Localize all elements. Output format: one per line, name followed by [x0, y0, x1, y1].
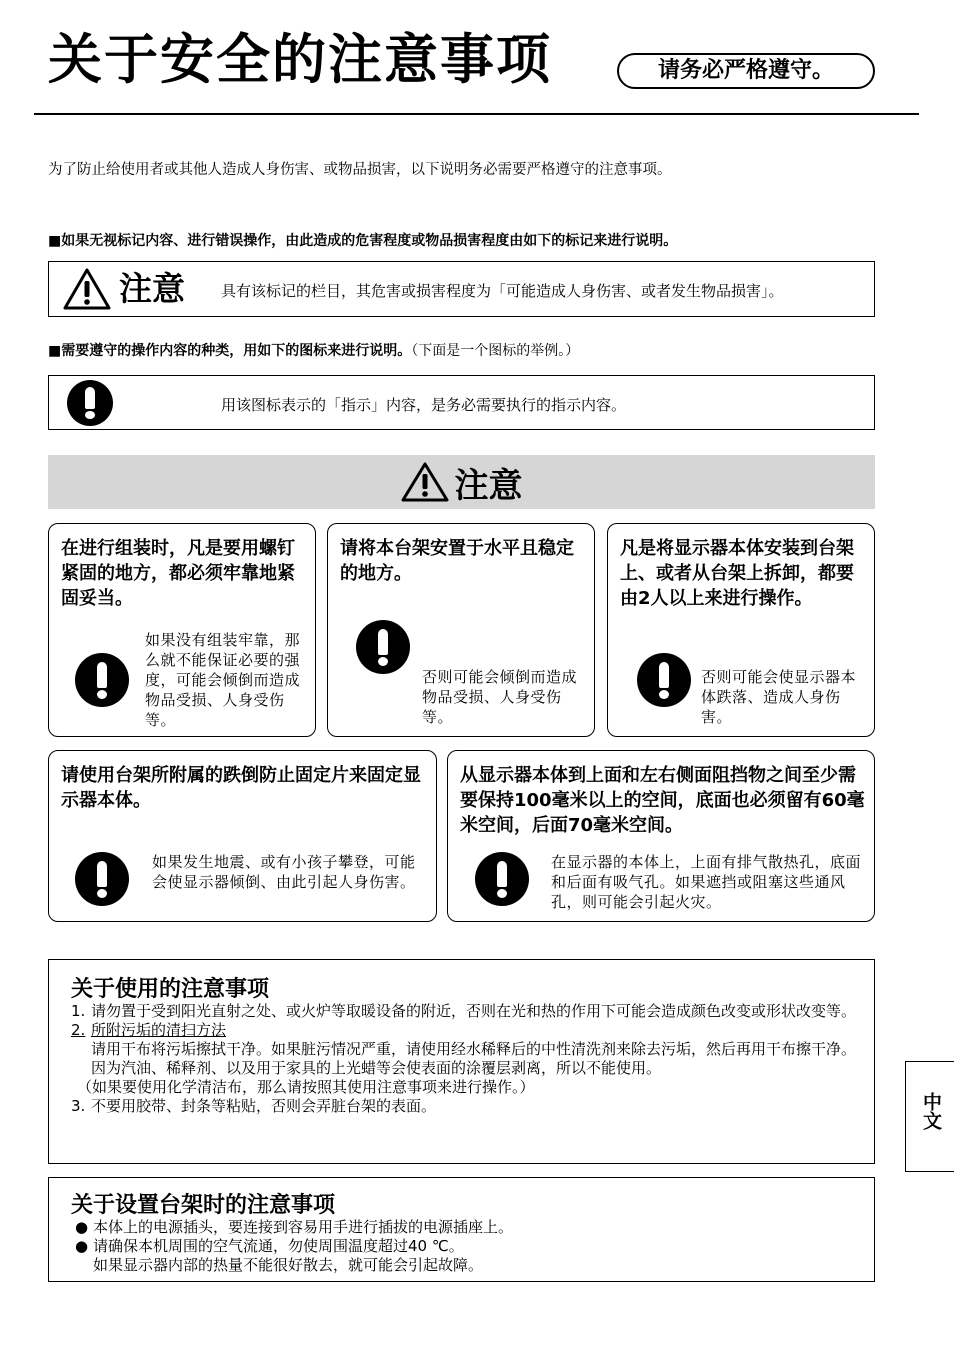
usage-notes-box: [48, 959, 875, 1164]
item-text: （如果要使用化学清洁布，那么请按照其使用注意事项来进行操作。）: [77, 1078, 535, 1096]
caution-banner-label: 注意: [454, 465, 523, 506]
item-text: 请用干布将污垢擦拭干净。如果脏污情况严重，请使用经水稀释后的中性清洗剂来除去污垢，然后再用干布擦干净。: [91, 1040, 857, 1058]
item-text: 请确保本机周围的空气流通，勿使周围温度超过40 ℃。: [93, 1237, 464, 1255]
instruction-mark-icon: [637, 653, 691, 707]
caution-card: [447, 750, 875, 922]
warning-triangle-icon: [401, 461, 449, 503]
legend-heading-1: ■如果无视标记内容、进行错误操作，由此造成的危害程度或物品损害程度由如下的标记来进行说明。: [48, 233, 678, 249]
page-title: 关于安全的注意事项: [48, 28, 552, 91]
instruction-description: 用该图标表示的「指示」内容，是务必需要执行的指示内容。: [221, 396, 627, 414]
install-notes-title: 关于设置台架时的注意事项: [71, 1193, 336, 1218]
item-number: 2.: [71, 1021, 86, 1039]
list-item: [75, 1237, 865, 1256]
legend-heading-2-text: ■需要遵守的操作内容的种类，用如下的图标来进行说明。: [48, 343, 412, 359]
card-title: 从显示器本体到上面和左右侧面阻挡物之间至少需要保持100毫米以上的空间，底面也必须留有60毫米空间，后面70毫米空间。: [460, 765, 865, 836]
caution-card: [607, 523, 875, 737]
instruction-mark-icon: [75, 653, 129, 707]
instruction-mark-icon: [356, 620, 410, 674]
card-body: 否则可能会倾倒而造成物品受损、人身受伤等。: [422, 668, 578, 726]
must-follow-badge: 请务必严格遵守。: [617, 53, 875, 89]
item-text: 本体上的电源插头，要连接到容易用手进行插拔的电源插座上。: [93, 1218, 514, 1236]
warning-triangle-icon: [63, 267, 111, 311]
item-text: 如果显示器内部的热量不能很好散去，就可能会引起故障。: [93, 1256, 484, 1274]
item-number: 3.: [71, 1097, 86, 1115]
caution-description: 具有该标记的栏目，其危害或损害程度为「可能造成人身伤害、或者发生物品损害」。: [221, 282, 784, 300]
item-text: 不要用胶带、封条等粘贴，否则会弄脏台架的表面。: [91, 1097, 437, 1115]
language-tab-label: 中文: [920, 1092, 942, 1130]
item-text: 请勿置于受到阳光直射之处、或火炉等取暖设备的附近，否则在光和热的作用下可能会造成颜色改变或形状改变等。: [91, 1002, 857, 1020]
caution-card: [48, 523, 316, 737]
item-title: 所附污垢的清扫方法: [91, 1021, 227, 1039]
install-notes-box: [48, 1177, 875, 1282]
bullet-icon: ●: [75, 1218, 89, 1236]
caution-legend-box: [48, 261, 875, 317]
instruction-mark-icon: [67, 380, 113, 426]
legend-heading-2: [48, 340, 579, 360]
install-notes-list: [75, 1218, 865, 1275]
item-text: 因为汽油、稀释剂、以及用于家具的上光蜡等会使表面的涂覆层剥离，所以不能使用。: [91, 1059, 662, 1077]
list-item: [71, 1021, 861, 1040]
instruction-legend-box: [48, 375, 875, 430]
instruction-mark-icon: [75, 852, 129, 906]
card-body: 在显示器的本体上，上面有排气散热孔，底面和后面有吸气孔。如果遮挡或阻塞这些通风孔，则可能会引起火灾。: [551, 853, 862, 911]
instruction-mark-icon: [475, 852, 529, 906]
list-item: [71, 1002, 861, 1021]
list-item: [75, 1218, 865, 1237]
usage-notes-list: [71, 1002, 861, 1116]
title-divider: [34, 113, 919, 115]
card-title: 请使用台架所附属的跌倒防止固定片来固定显示器本体。: [61, 765, 421, 811]
caution-card: [48, 750, 437, 922]
bullet-icon: ●: [75, 1237, 89, 1255]
caution-banner: [48, 455, 875, 509]
card-body: 如果发生地震、或有小孩子攀登，可能会使显示器倾倒、由此引起人身伤害。: [152, 853, 416, 891]
list-item: [71, 1097, 861, 1116]
usage-notes-title: 关于使用的注意事项: [71, 977, 270, 1002]
card-title: 凡是将显示器本体安装到台架上、或者从台架上拆卸，都要由2人以上来进行操作。: [620, 538, 854, 609]
language-tab: [905, 1061, 954, 1172]
caution-card: [327, 523, 595, 737]
card-title: 在进行组装时，凡是要用螺钉紧固的地方，都必须牢靠地紧固妥当。: [61, 538, 295, 609]
intro-text: 为了防止给使用者或其他人造成人身伤害、或物品损害，以下说明务必需要严格遵守的注意事项。: [48, 162, 672, 178]
card-body: 否则可能会使显示器本体跌落、造成人身伤害。: [701, 668, 857, 726]
item-number: 1.: [71, 1002, 86, 1020]
card-title: 请将本台架安置于水平且稳定的地方。: [340, 538, 574, 584]
card-body: 如果没有组装牢靠，那么就不能保证必要的强度，可能会倾倒而造成物品受损、人身受伤等。: [145, 631, 301, 729]
legend-heading-2-note: （下面是一个图标的举例。）: [411, 343, 580, 359]
caution-label: 注意: [119, 269, 185, 308]
